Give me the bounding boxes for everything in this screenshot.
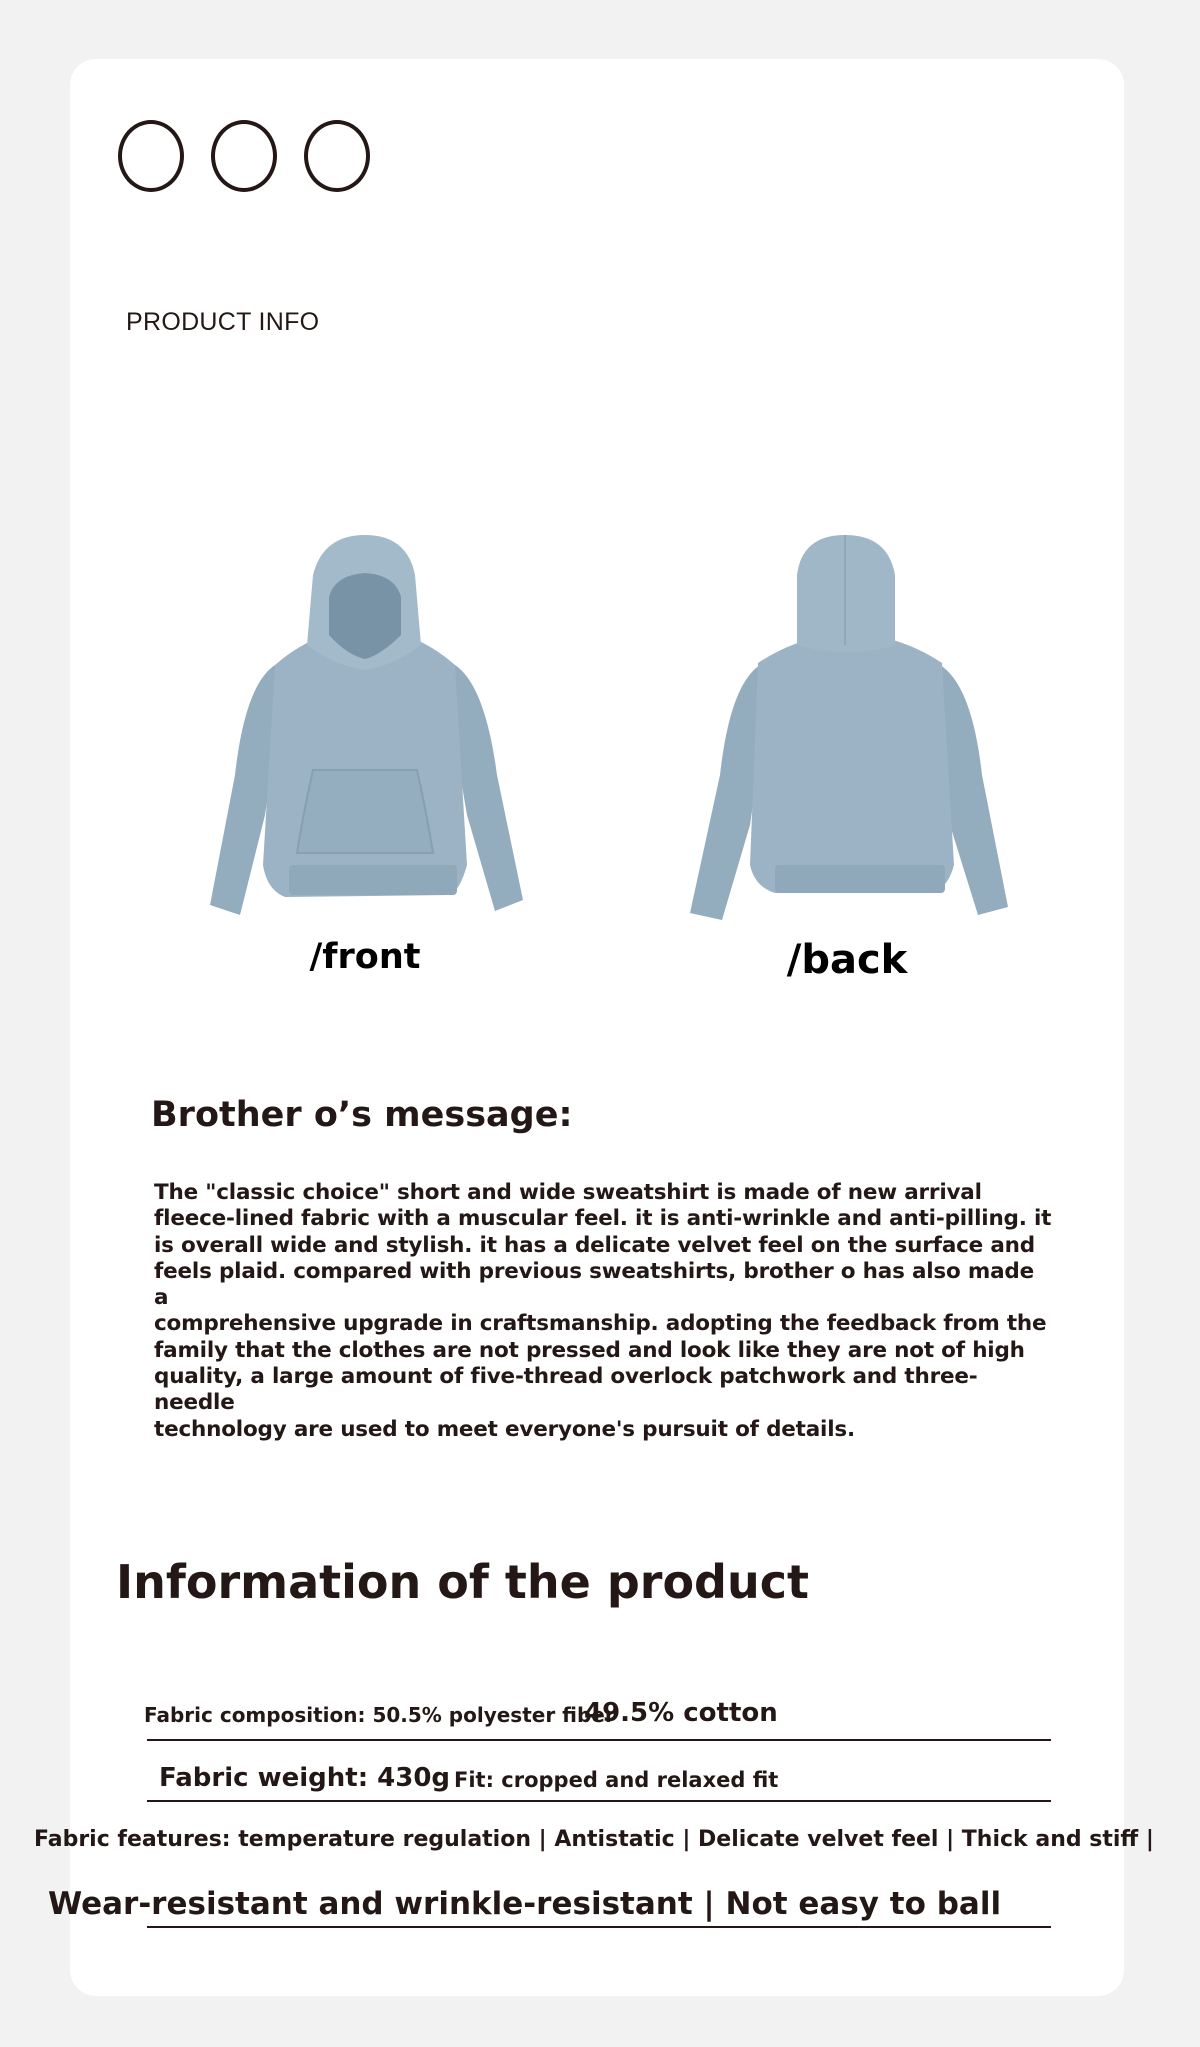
fabric-weight: Fabric weight: 430g xyxy=(159,1763,451,1793)
fabric-features-line1: Fabric features: temperature regulation | Antistatic | Delicate velvet feel | Thick and stiff | xyxy=(34,1827,1154,1852)
message-title: Brother o’s message: xyxy=(151,1095,573,1135)
message-line: family that the clothes are not pressed and look like they are not of high xyxy=(154,1337,1025,1363)
fit-info: Fit: cropped and relaxed fit xyxy=(454,1768,779,1792)
hoodie-front-image xyxy=(205,535,525,915)
message-line: fleece-lined fabric with a muscular feel. it is anti-wrinkle and anti-pilling. it xyxy=(154,1206,1052,1232)
message-line: The "classic choice" short and wide sweatshirt is made of new arrival xyxy=(154,1180,982,1205)
divider xyxy=(147,1739,1051,1741)
product-info-label: PRODUCT INFO xyxy=(126,308,320,336)
divider xyxy=(147,1800,1051,1802)
message-line: comprehensive upgrade in craftsmanship. adopting the feedback from the xyxy=(154,1311,1047,1337)
composition-value: 49.5% cotton xyxy=(584,1698,778,1728)
message-line: technology are used to meet everyone's pursuit of details. xyxy=(154,1416,855,1442)
message-line: feels plaid. compared with previous sweatshirts, brother o has also made a xyxy=(154,1258,1034,1311)
logo-o-3 xyxy=(304,120,370,192)
message-line: quality, a large amount of five-thread overlock patchwork and three-needle xyxy=(154,1364,978,1416)
brand-logo xyxy=(118,120,370,192)
front-caption: /front xyxy=(309,937,421,977)
back-caption: /back xyxy=(786,937,908,983)
info-title: Information of the product xyxy=(116,1555,809,1609)
logo-o-1 xyxy=(118,120,184,192)
divider xyxy=(147,1926,1051,1928)
message-body xyxy=(154,1180,1054,1443)
composition-label: Fabric composition: 50.5% polyester fiber xyxy=(144,1703,615,1727)
fabric-features-line2: Wear-resistant and wrinkle-resistant | Not easy to ball xyxy=(48,1886,1002,1922)
hoodie-back-image xyxy=(690,535,1010,920)
message-line: is overall wide and stylish. it has a delicate velvet feel on the surface and xyxy=(154,1232,1035,1258)
logo-o-2 xyxy=(211,120,277,192)
